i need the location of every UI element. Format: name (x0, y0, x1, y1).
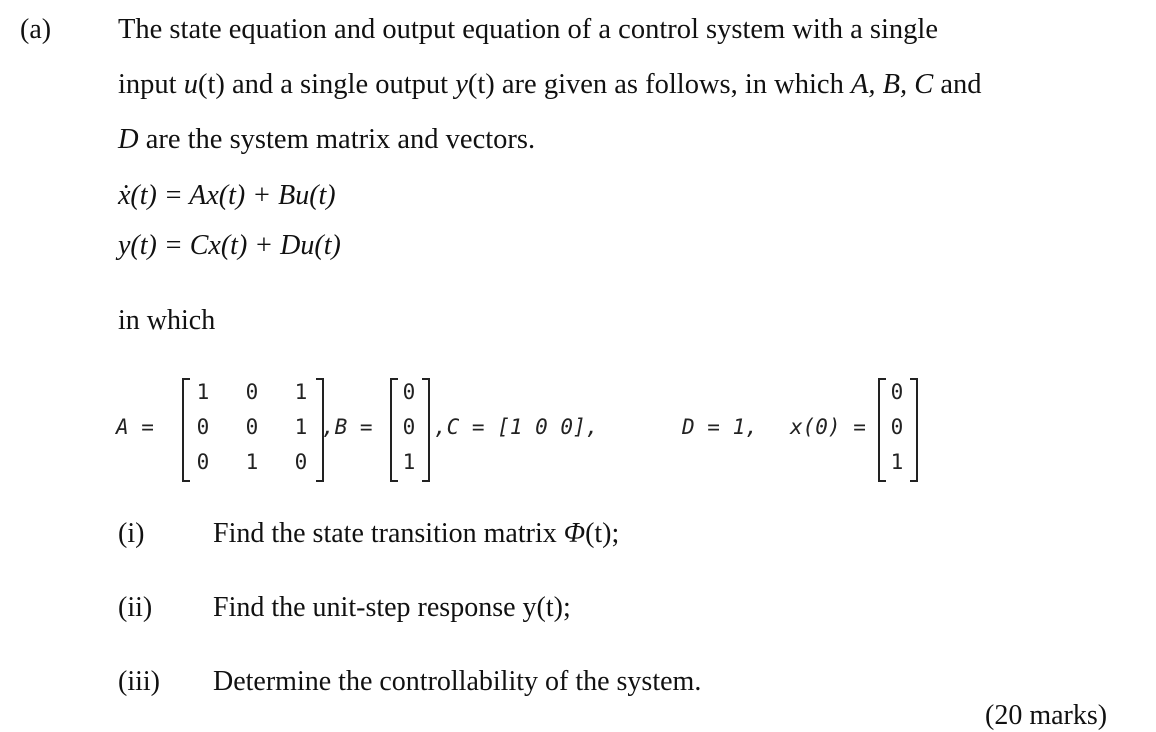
matrix-A-cell: 1 (245, 450, 259, 474)
part-i-text-pre: Find the state transition matrix (213, 518, 564, 549)
matrix-A-cell: 1 (196, 380, 210, 404)
vector-x0-cell: 0 (890, 380, 904, 404)
phi-symbol: Φ (563, 518, 586, 549)
para-var-d: D (118, 124, 139, 155)
para-text: (t) are given as follows, in which (467, 69, 851, 100)
vector-C-label: ,C = [1 0 0], (434, 415, 599, 439)
part-ii-text: Find the unit-step response y(t); (213, 592, 571, 623)
matrix-A-cell: 0 (196, 450, 210, 474)
state-equation: ẋ(t) = Ax(t) + Bu(t) (118, 180, 336, 211)
vector-B-right-bracket (422, 378, 430, 482)
scalar-D-label: D = 1, (682, 415, 758, 439)
para-text: are the system matrix and vectors. (138, 124, 536, 155)
part-i-number: (i) (118, 518, 145, 549)
vector-x0-left-bracket (878, 378, 886, 482)
vector-x0-cell: 1 (890, 450, 904, 474)
paragraph-line-1: The state equation and output equation of a control system with a single (118, 14, 938, 45)
marks-label: (20 marks) (985, 700, 1108, 731)
matrix-A-left-bracket (182, 378, 190, 482)
matrix-A-label: A = (116, 415, 154, 439)
part-i-text-post: (t); (585, 518, 620, 549)
para-var-u: u (183, 69, 198, 100)
matrix-A-cell: 0 (294, 450, 308, 474)
matrix-A-cell: 1 (294, 415, 308, 439)
matrix-A-cell: 0 (245, 415, 259, 439)
vector-B-left-bracket (390, 378, 398, 482)
part-i-text (213, 520, 619, 548)
vector-x0-cell: 0 (890, 415, 904, 439)
part-iii-text: Determine the controllability of the system. (213, 666, 702, 697)
vector-x0-right-bracket (910, 378, 918, 482)
vector-B-label: ,B = (322, 415, 373, 439)
para-text: (t) and a single output (197, 69, 456, 100)
question-label: (a) (20, 14, 52, 45)
matrix-A-cell: 1 (294, 380, 308, 404)
para-text: and (933, 69, 982, 100)
in-which-text: in which (118, 305, 216, 336)
para-var-y: y (455, 69, 468, 100)
para-text: input (118, 69, 184, 100)
vector-B-cell: 1 (402, 450, 416, 474)
part-iii-number: (iii) (118, 666, 160, 697)
matrix-A-cell: 0 (196, 415, 210, 439)
matrix-A-cell: 0 (245, 380, 259, 404)
vector-B-cell: 0 (402, 415, 416, 439)
vector-B-cell: 0 (402, 380, 416, 404)
part-ii-number: (ii) (118, 592, 153, 623)
initial-state-label: x(0) = (790, 415, 866, 439)
para-vars-abc: A, B, C (850, 69, 934, 100)
output-equation: y(t) = Cx(t) + Du(t) (118, 230, 341, 261)
